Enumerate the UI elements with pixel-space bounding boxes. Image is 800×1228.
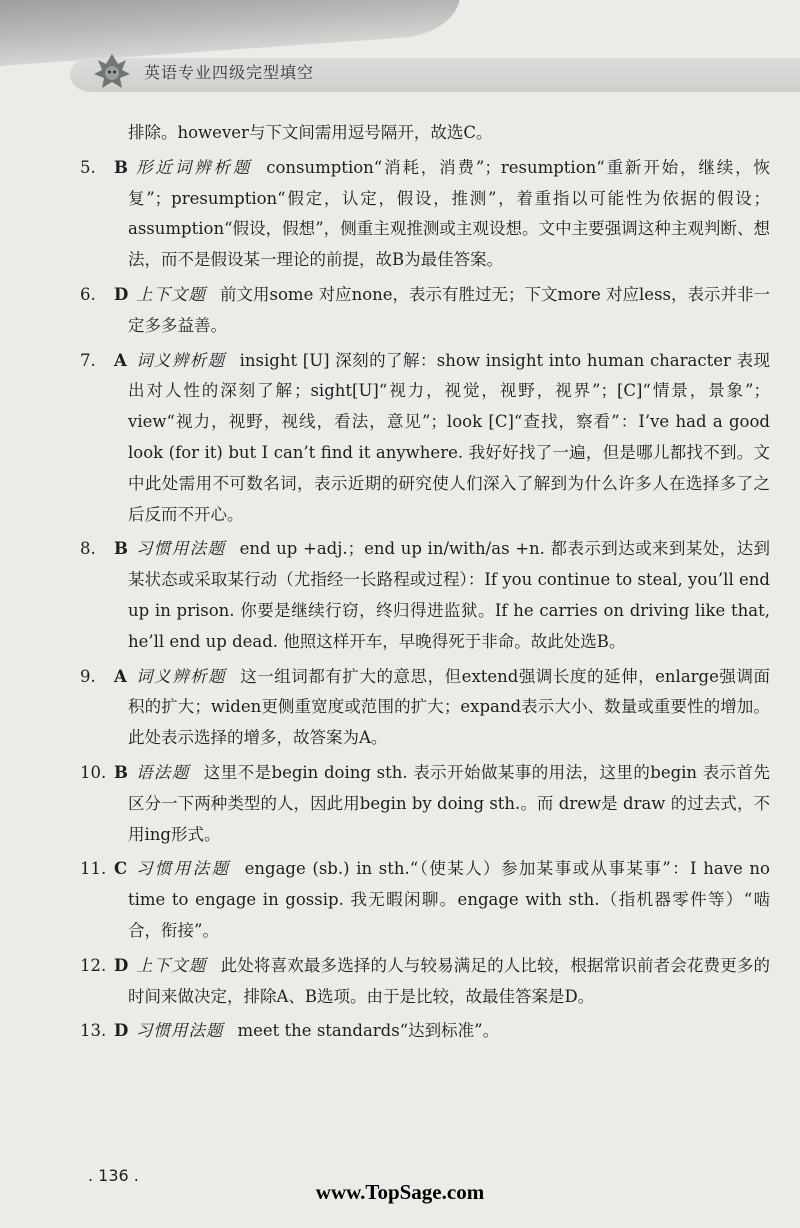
- item-type: 语法题: [136, 762, 190, 782]
- book-title: 英语专业四级完型填空: [144, 63, 315, 82]
- item-answer: D: [114, 284, 129, 304]
- item-explanation: [128, 662, 770, 754]
- answer-item-8: [80, 534, 770, 657]
- item-number: 11.: [80, 859, 107, 879]
- item-explanation: [128, 534, 770, 657]
- item-type: 词义辨析题: [136, 666, 227, 686]
- item-type: 上下文题: [136, 284, 207, 304]
- item-type: 习惯用法题: [136, 1021, 224, 1041]
- item-explanation: [128, 854, 770, 946]
- item-answer: D: [114, 955, 129, 975]
- answer-item-11: [80, 854, 770, 946]
- item-number: 13.: [80, 1021, 107, 1041]
- mascot-icon: [92, 50, 132, 94]
- answer-item-9: [80, 662, 770, 754]
- item-number: 12.: [80, 955, 107, 975]
- item-number: 6.: [80, 284, 96, 304]
- item-text: 这里不是begin doing sth. 表示开始做某事的用法，这里的begin 表示首先区分一下两种类型的人，因此用begin by doing sth.。而 drew是 draw 的过去式，不用ing形式。: [128, 762, 771, 844]
- item-number: 8.: [80, 539, 96, 559]
- item-number: 9.: [80, 666, 96, 686]
- item-answer: D: [114, 1021, 129, 1041]
- answer-item-10: [80, 758, 770, 850]
- page-number: . 136 .: [88, 1166, 139, 1185]
- item-text: 这一组词都有扩大的意思，但extend强调长度的延伸，enlarge强调面积的扩大；widen更侧重宽度或范围的扩大；expand表示大小、数量或重要性的增加。此处表示选择的增多，故答案为A。: [128, 666, 770, 748]
- item-type: 形近词辨析题: [136, 157, 253, 177]
- item-explanation: [128, 951, 770, 1013]
- item-text: end up +adj.；end up in/with/as +n. 都表示到达或来到某处，达到某状态或采取某行动（尤指经一长路程或过程）：If you continue to steal, you’ll end up in prison. 你要是继续行窃，终归得进监狱。If he carries on driving like that, he’ll end up dead. 他照这样开车，早晚得死于非命。故此处选B。: [128, 539, 770, 651]
- answer-item-6: [80, 280, 770, 342]
- item-explanation: [128, 1016, 770, 1047]
- item-text: meet the standards“达到标准”。: [237, 1021, 500, 1041]
- page-header: [0, 0, 800, 110]
- answer-item-5: [80, 153, 770, 276]
- item-number: 7.: [80, 350, 96, 370]
- item-answer: A: [114, 350, 127, 370]
- answer-item-12: [80, 951, 770, 1013]
- item-number: 5.: [80, 157, 96, 177]
- item-text: engage (sb.) in sth.“（使某人）参加某事或从事某事”：I have no time to engage in gossip. 我无暇闲聊。engage with sth.（指机器零件等）“啮合，衔接”。: [128, 859, 770, 940]
- item-answer: B: [114, 762, 128, 782]
- item-type: 上下文题: [136, 955, 207, 975]
- footer-url: www.TopSage.com: [315, 1180, 485, 1204]
- item-explanation: [128, 153, 770, 276]
- continued-paragraph: 排除。however与下文间需用逗号隔开，故选C。: [128, 123, 493, 142]
- item-answer: B: [114, 157, 128, 177]
- item-type: 词义辨析题: [136, 350, 226, 370]
- answer-item-13: [80, 1016, 770, 1047]
- item-answer: A: [114, 666, 127, 686]
- item-type: 习惯用法题: [136, 539, 226, 559]
- answer-item-7: [80, 346, 770, 531]
- item-text: insight [U] 深刻的了解：show insight into human character 表现出对人性的深刻了解；sight[U]“视力，视觉，视野，视界”；[C]“情景，景象”；view“视力，视野，视线，看法，意见”；look [C]“查找，察看”：I’ve had a good look (for it) but I can’t find it anywhere. 我好好找了一遍，但是哪儿都找不到。文中此处需用不可数名词，表示近期的研究使人们深入了解到为什么许多人在选择多了之后反而不开心。: [128, 350, 770, 524]
- item-answer: C: [114, 859, 128, 879]
- item-text: 前文用some 对应none，表示有胜过无；下文more 对应less，表示并非一定多多益善。: [128, 284, 771, 335]
- answer-explanations: [80, 118, 770, 1051]
- item-explanation: [128, 346, 770, 531]
- header-decoration: [0, 0, 463, 66]
- item-number: 10.: [80, 762, 107, 782]
- item-answer: B: [114, 539, 128, 559]
- item-explanation: [128, 280, 770, 342]
- item-explanation: [128, 758, 770, 850]
- item-text: 此处将喜欢最多选择的人与较易满足的人比较，根据常识前者会花费更多的时间来做决定，排除A、B选项。由于是比较，故最佳答案是D。: [128, 955, 771, 1006]
- item-type: 习惯用法题: [136, 859, 231, 879]
- item-text: consumption“消耗，消费”；resumption“重新开始，继续，恢复”；presumption“假定，认定，假设，推测”，着重指以可能性为依据的假设；assumption“假设，假想”，侧重主观推测或主观设想。文中主要强调这种主观判断、想法，而不是假设某一理论的前提，故B为最佳答案。: [128, 157, 770, 270]
